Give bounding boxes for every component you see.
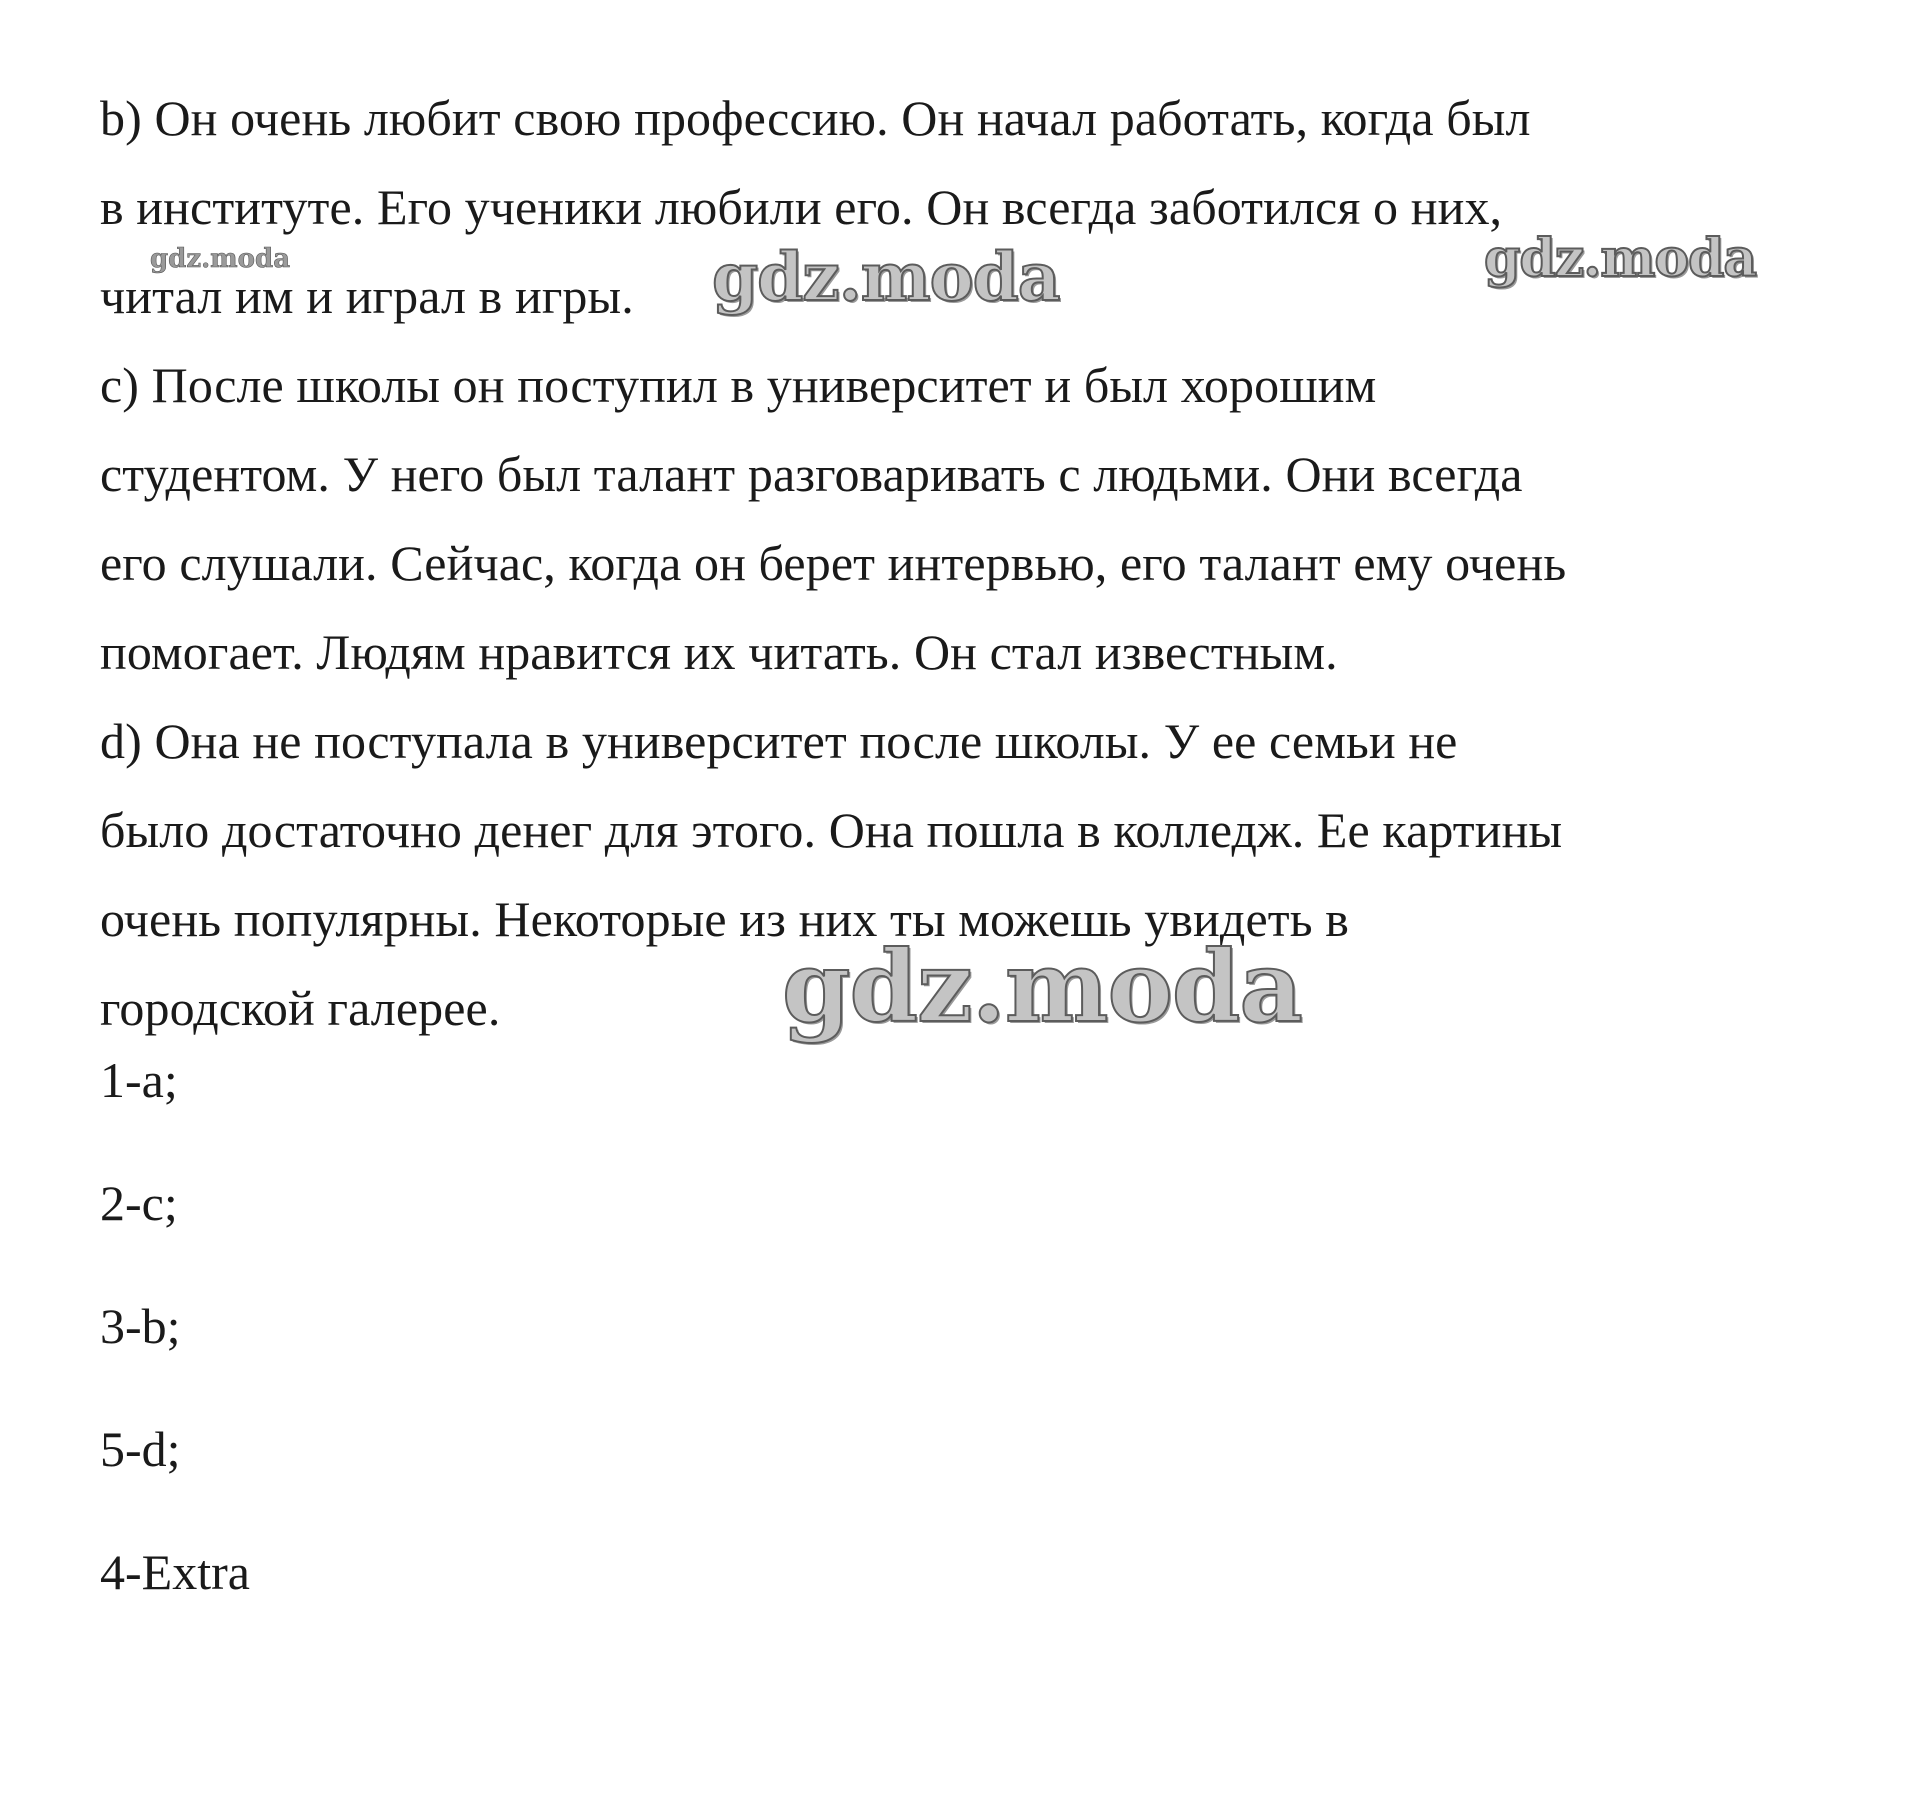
- paragraph-b-line-3: читал им и играл в игры.: [100, 268, 634, 324]
- watermark-small: gdz.moda: [150, 244, 291, 274]
- paragraph-d-line-4: городской галерее.: [100, 980, 501, 1036]
- paragraph-b-line-2: в институте. Его ученики любили его. Он всегда заботился о них,: [100, 179, 1503, 235]
- paragraph-b-line-1: b) Он очень любит свою профессию. Он начал работать, когда был: [100, 90, 1531, 146]
- answer-item: 5-d;: [100, 1421, 181, 1477]
- paragraph-c-line-4: помогает. Людям нравится их читать. Он стал известным.: [100, 624, 1338, 680]
- paragraph-d-line-1: d) Она не поступала в университет после школы. У ее семьи не: [100, 713, 1458, 769]
- watermark-inline: gdz.moda: [712, 238, 1060, 316]
- paragraph-c-line-1: c) После школы он поступил в университет и был хорошим: [100, 357, 1377, 413]
- watermark-large: gdz.moda: [782, 930, 1302, 1045]
- matching-answers-list: [100, 1052, 250, 1670]
- watermark-right: gdz.moda: [1484, 228, 1757, 289]
- answer-item: 4-Extra: [100, 1544, 250, 1600]
- answer-item: 1-a;: [100, 1052, 178, 1108]
- answer-text-block: [100, 74, 1860, 1053]
- paragraph-d-line-2: было достаточно денег для этого. Она пошла в колледж. Ее картины: [100, 802, 1563, 858]
- answer-item: 3-b;: [100, 1298, 181, 1354]
- answer-item: 2-c;: [100, 1175, 178, 1231]
- paragraph-c-line-2: студентом. У него был талант разговаривать с людьми. Они всегда: [100, 446, 1523, 502]
- paragraph-c-line-3: его слушали. Сейчас, когда он берет интервью, его талант ему очень: [100, 535, 1567, 591]
- paragraph-d-line-3: очень популярны. Некоторые из них ты можешь увидеть в: [100, 891, 1349, 947]
